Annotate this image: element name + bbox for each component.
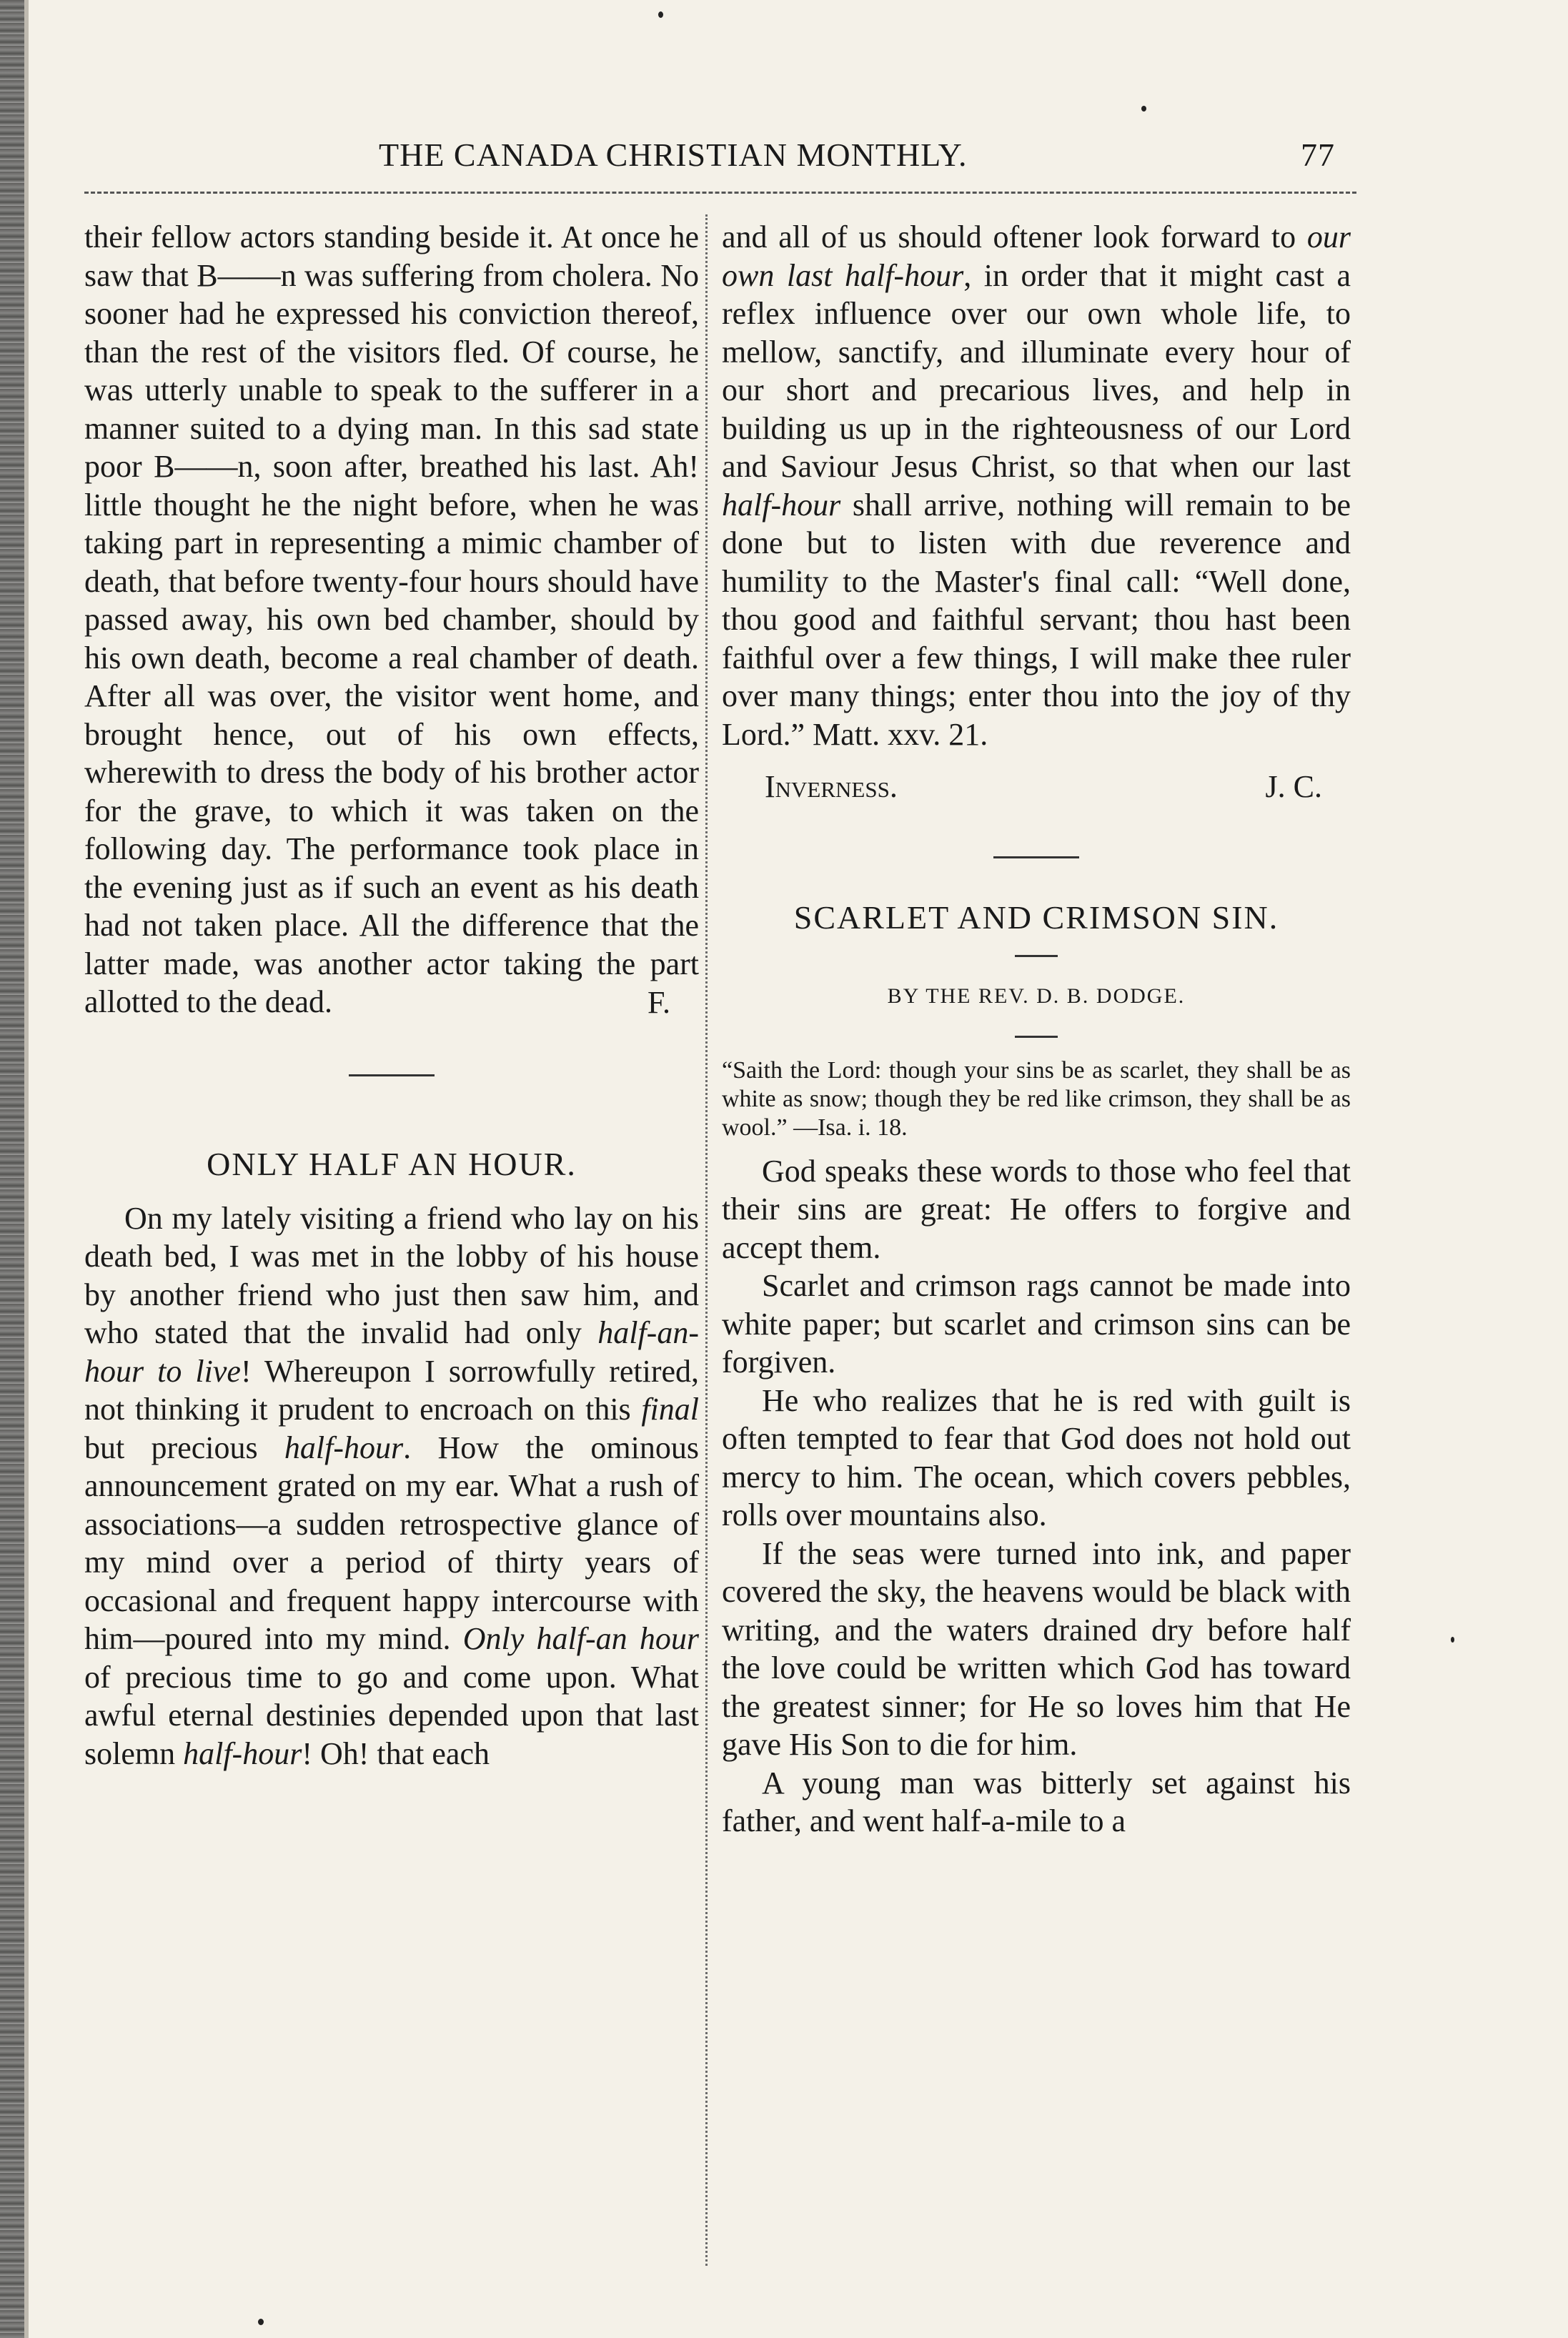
scripture-epigraph: “Saith the Lord: though your sins be as scarlet, they shall be as white as snow; though they be red like crimson, they shall be as wool.” —Isa. i. 18. (722, 1056, 1351, 1141)
running-header (357, 136, 1358, 186)
article-body-paragraph: A young man was bitterly set against his father, and went half-a-mile to a (722, 1765, 1351, 1838)
article-continuation-paragraph: their fellow actors standing beside it. At once he saw that B——n was suffering from cholera. No sooner had he expressed his conviction thereof, than the rest of the visitors fled. Of course, he was utterly unable to speak to the sufferer in a manner suited to a dying man. In this sad state poor B——n, soon after, breathed his last. Ah! little thought he the night before, when he was taking part in representing a mimic chamber of death, that before twenty-four hours should have passed away, his own bed chamber, should by his own death, become a real chamber of death. After all was over, the visitor went home, and brought hence, out of his own effects, wherewith to dress the body of his brother actor for the grave, to which it was taken on the following day. The performance took place in the evening just as if such an event as his death had not taken place. All the difference that the latter made, was another actor taking the part allotted to the dead. (84, 219, 699, 1019)
article-body-paragraph: God speaks these words to those who feel that their sins are great: He offers to forgive and accept them. (722, 1153, 1351, 1265)
article-byline: BY THE REV. D. B. DODGE. (887, 984, 1186, 1008)
left-column (84, 218, 699, 1773)
article-body-paragraph: Scarlet and crimson rags cannot be made into white paper; but scarlet and crimson sins can be forgiven. (722, 1268, 1351, 1379)
article-body-paragraph: If the seas were turned into ink, and paper covered the sky, the heavens would be black with writing, and the waters drained dry before half the love could be written which God has toward the greatest sinner; for He so loves him that He gave His Son to die for him. (722, 1535, 1351, 1762)
ink-speck (1451, 1637, 1454, 1643)
signature-place: Inverness. (765, 769, 898, 804)
ink-speck (1141, 106, 1146, 112)
header-rule (84, 192, 1356, 194)
page-binding (0, 0, 24, 2338)
signature-f: F. (647, 984, 670, 1020)
page-binding-edge (24, 0, 29, 2338)
article-body-paragraph: He who realizes that he is red with guilt is often tempted to fear that God does not hold out mercy to him. The ocean, which covers pebbles, rolls over mountains also. (722, 1382, 1351, 1532)
article-conclusion-paragraph: and all of us should oftener look forward to our own last half-hour, in order that it might cast a reflex influence over our own whole life, to mellow, sanctify, and illuminate every hour of our short and precarious lives, and help in building us up in the righteousness of our Lord and Saviour Jesus Christ, so that when our last half-hour shall arrive, nothing will remain to be done but to listen with due reverence and humility to the Master's final call: “Well done, thou good and faithful servant; thou hast been faithful over a few things, I will make thee ruler over many things; enter thou into the joy of thy Lord.” Matt. xxv. 21. (722, 219, 1351, 752)
right-column (722, 218, 1351, 1841)
journal-title: THE CANADA CHRISTIAN MONTHLY. (379, 137, 968, 173)
column-divider (705, 214, 708, 2266)
article-heading: SCARLET AND CRIMSON SIN. (793, 898, 1279, 936)
article-heading: ONLY HALF AN HOUR. (207, 1146, 577, 1182)
ink-speck (658, 11, 663, 18)
article-body-paragraph: On my lately visiting a friend who lay on his death bed, I was met in the lobby of his house by another friend who just then saw him, and who stated that the invalid had only half-an-hour to live! Whereupon I sorrowfully retired, not thinking it prudent to encroach on this final but precious half-hour. How the ominous announcement grated on my ear. What a rush of associations—a sudden retrospective glance of my mind over a period of thirty years of occasional and frequent happy intercourse with him—poured into my mind. Only half-an hour of precious time to go and come upon. What awful eternal destinies depended upon that last solemn half-hour! Oh! that each (84, 1200, 699, 1771)
article-signature (722, 768, 1351, 806)
page-number: 77 (1301, 137, 1335, 173)
signature-initials: J. C. (1265, 769, 1322, 804)
ink-speck (258, 2319, 264, 2325)
